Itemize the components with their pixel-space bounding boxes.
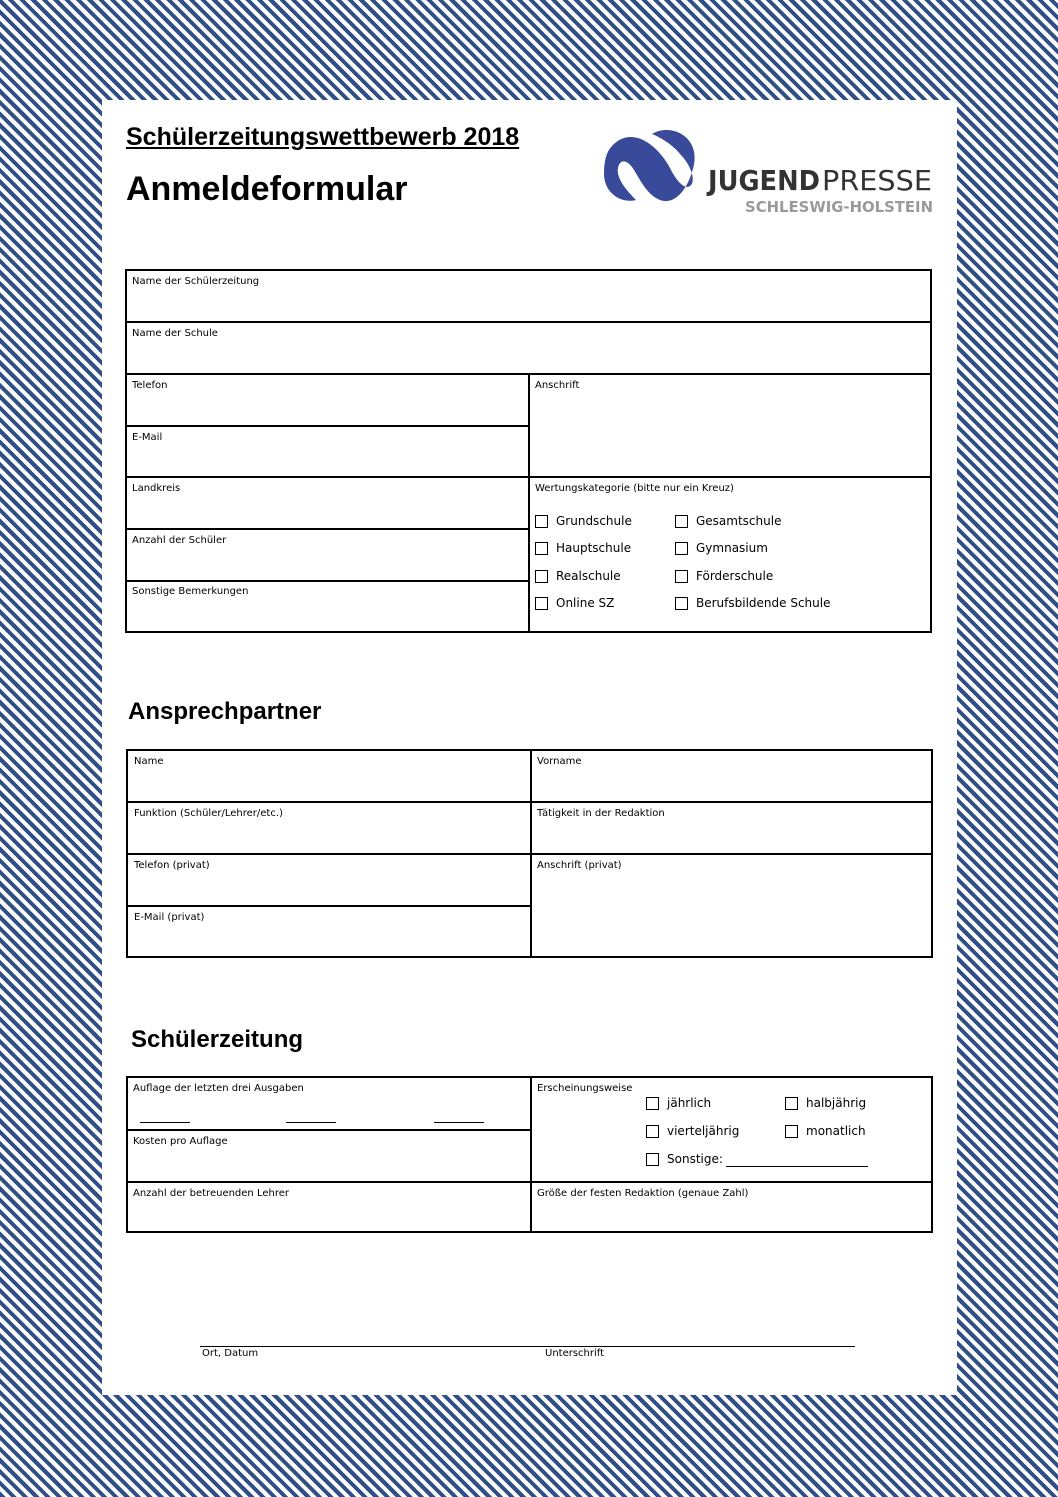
logo-mark-icon (604, 130, 695, 201)
school-name-label: Name der Schule (132, 328, 218, 339)
contact-table (126, 749, 933, 958)
checkbox[interactable] (785, 1125, 798, 1138)
checkbox[interactable] (675, 597, 688, 610)
contact-phone-field[interactable] (128, 855, 530, 905)
competition-title: Schülerzeitungswettbewerb 2018 (126, 123, 520, 151)
district-field[interactable] (127, 478, 528, 528)
signature-line[interactable] (200, 1346, 855, 1347)
contact-first-name-label: Vorname (537, 756, 582, 767)
checkbox[interactable] (675, 515, 688, 528)
district-label: Landkreis (132, 483, 181, 494)
form-title: Anmeldeformular (126, 170, 408, 208)
contact-last-name-field[interactable] (128, 751, 530, 801)
contact-first-name-field[interactable] (532, 751, 931, 801)
frequency-option-jaehrlich[interactable]: jährlich (646, 1096, 711, 1110)
cost-label: Kosten pro Auflage (133, 1136, 228, 1147)
school-email-field[interactable] (127, 427, 528, 476)
contact-role-field[interactable] (532, 803, 931, 853)
frequency-field (532, 1078, 931, 1181)
frequency-label: Erscheinungsweise (537, 1083, 633, 1094)
newspaper-table (126, 1076, 933, 1233)
logo-region: SCHLESWIG-HOLSTEIN (745, 198, 933, 216)
contact-address-field[interactable] (532, 855, 931, 956)
student-count-field[interactable] (127, 530, 528, 580)
jugendpresse-logo (600, 120, 935, 220)
contact-function-label: Funktion (Schüler/Lehrer/etc.) (134, 808, 283, 819)
school-phone-field[interactable] (127, 375, 528, 425)
school-name-field[interactable] (127, 323, 930, 373)
newspaper-section-title: Schülerzeitung (131, 1026, 304, 1053)
frequency-option-monatlich[interactable]: monatlich (785, 1124, 866, 1138)
team-size-field[interactable] (532, 1183, 931, 1231)
frequency-other-blank[interactable] (726, 1166, 868, 1167)
logo-name-regular: PRESSE (822, 164, 932, 197)
circulation-blank-2[interactable] (286, 1122, 336, 1123)
contact-function-field[interactable] (128, 803, 530, 853)
checkbox[interactable] (535, 515, 548, 528)
contact-address-label: Anschrift (privat) (537, 860, 622, 871)
checkbox[interactable] (535, 542, 548, 555)
category-option-online-sz[interactable]: Online SZ (535, 596, 614, 610)
checkbox[interactable] (785, 1097, 798, 1110)
school-email-label: E-Mail (132, 432, 163, 443)
frequency-option-halbjaehrig[interactable]: halbjährig (785, 1096, 866, 1110)
teachers-field[interactable] (128, 1183, 530, 1231)
contact-phone-label: Telefon (privat) (134, 860, 210, 871)
school-phone-label: Telefon (132, 380, 168, 391)
category-option-grundschule[interactable]: Grundschule (535, 514, 632, 528)
student-count-label: Anzahl der Schüler (132, 535, 227, 546)
checkbox[interactable] (646, 1125, 659, 1138)
contact-email-label: E-Mail (privat) (134, 912, 205, 923)
frequency-option-sonstige[interactable]: Sonstige: (646, 1152, 723, 1166)
logo-name-bold: JUGEND (706, 164, 820, 197)
checkbox[interactable] (675, 542, 688, 555)
contact-section-title: Ansprechpartner (128, 698, 322, 725)
category-option-berufsbildende-schule[interactable]: Berufsbildende Schule (675, 596, 830, 610)
category-option-gesamtschule[interactable]: Gesamtschule (675, 514, 781, 528)
circulation-blank-3[interactable] (434, 1122, 484, 1123)
category-option-realschule[interactable]: Realschule (535, 569, 621, 583)
contact-email-field[interactable] (128, 907, 530, 956)
remarks-field[interactable] (127, 582, 528, 631)
checkbox[interactable] (535, 597, 548, 610)
circulation-field[interactable] (128, 1078, 530, 1129)
checkbox[interactable] (646, 1153, 659, 1166)
place-date-label: Ort, Datum (202, 1348, 259, 1359)
category-option-foerderschule[interactable]: Förderschule (675, 569, 773, 583)
category-option-hauptschule[interactable]: Hauptschule (535, 541, 631, 555)
circulation-label: Auflage der letzten drei Ausgaben (133, 1083, 304, 1094)
category-option-gymnasium[interactable]: Gymnasium (675, 541, 768, 555)
category-field (530, 478, 930, 631)
school-data-table (125, 269, 932, 633)
contact-last-name-label: Name (134, 756, 164, 767)
checkbox[interactable] (646, 1097, 659, 1110)
form-page (102, 100, 957, 1395)
school-address-field[interactable] (530, 375, 930, 476)
checkbox[interactable] (535, 570, 548, 583)
newspaper-name-field[interactable] (127, 271, 930, 321)
school-address-label: Anschrift (535, 380, 580, 391)
remarks-label: Sonstige Bemerkungen (132, 586, 249, 597)
signature-label: Unterschrift (545, 1348, 605, 1359)
frequency-option-vierteljaehrig[interactable]: vierteljährig (646, 1124, 739, 1138)
checkbox[interactable] (675, 570, 688, 583)
newspaper-name-label: Name der Schülerzeitung (132, 276, 260, 287)
contact-role-label: Tätigkeit in der Redaktion (537, 808, 665, 819)
circulation-blank-1[interactable] (140, 1122, 190, 1123)
category-label: Wertungskategorie (bitte nur ein Kreuz) (535, 483, 734, 494)
cost-field[interactable] (128, 1131, 530, 1181)
team-size-label: Größe der festen Redaktion (genaue Zahl) (537, 1188, 749, 1199)
teachers-label: Anzahl der betreuenden Lehrer (133, 1188, 289, 1199)
